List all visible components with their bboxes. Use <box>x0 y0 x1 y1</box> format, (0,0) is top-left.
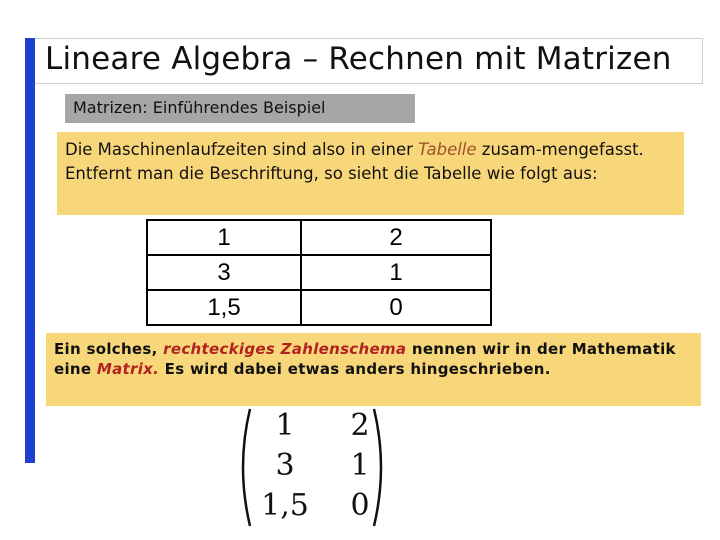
matrix-cell: 1,5 <box>261 488 309 523</box>
value-table-wrap <box>146 219 492 326</box>
summary-text-1: Ein solches, <box>54 340 164 358</box>
accent-bar <box>25 38 35 463</box>
matrix-cell: 1 <box>350 448 370 483</box>
left-parenthesis <box>243 409 250 526</box>
matrix-cell: 3 <box>275 448 295 483</box>
subtitle-box <box>65 94 415 123</box>
table-row <box>147 255 491 290</box>
intro-text-2: zusam-mengefasst. Entfernt man die Beschriftung, so sieht die Tabelle wie folgt aus: <box>65 140 644 183</box>
intro-box <box>57 132 684 215</box>
table-cell: 3 <box>147 255 301 290</box>
summary-highlight-1: rechteckiges Zahlenschema <box>163 340 407 358</box>
summary-highlight-2: Matrix. <box>96 360 160 378</box>
table-cell: 2 <box>301 220 491 255</box>
table-cell: 1 <box>301 255 491 290</box>
table-cell: 0 <box>301 290 491 325</box>
table-row <box>147 220 491 255</box>
table-cell: 1 <box>147 220 301 255</box>
table-cell: 1,5 <box>147 290 301 325</box>
summary-box <box>46 333 701 406</box>
value-table <box>146 219 492 326</box>
intro-text-1: Die Maschinenlaufzeiten sind also in einer <box>65 140 419 159</box>
matrix-cell: 1 <box>275 408 295 443</box>
table-row <box>147 290 491 325</box>
subtitle-text: Matrizen: Einführendes Beispiel <box>73 98 326 117</box>
slide-title: Lineare Algebra – Rechnen mit Matrizen <box>45 41 672 77</box>
matrix-cell: 0 <box>350 488 370 523</box>
intro-highlight: Tabelle <box>418 140 477 159</box>
summary-text-3: Es wird dabei etwas anders hingeschrieben. <box>159 360 551 378</box>
matrix-cell: 2 <box>350 408 370 443</box>
summary-text-2: nennen wir in der Mathematik eine <box>54 340 676 378</box>
matrix-notation <box>232 405 392 530</box>
